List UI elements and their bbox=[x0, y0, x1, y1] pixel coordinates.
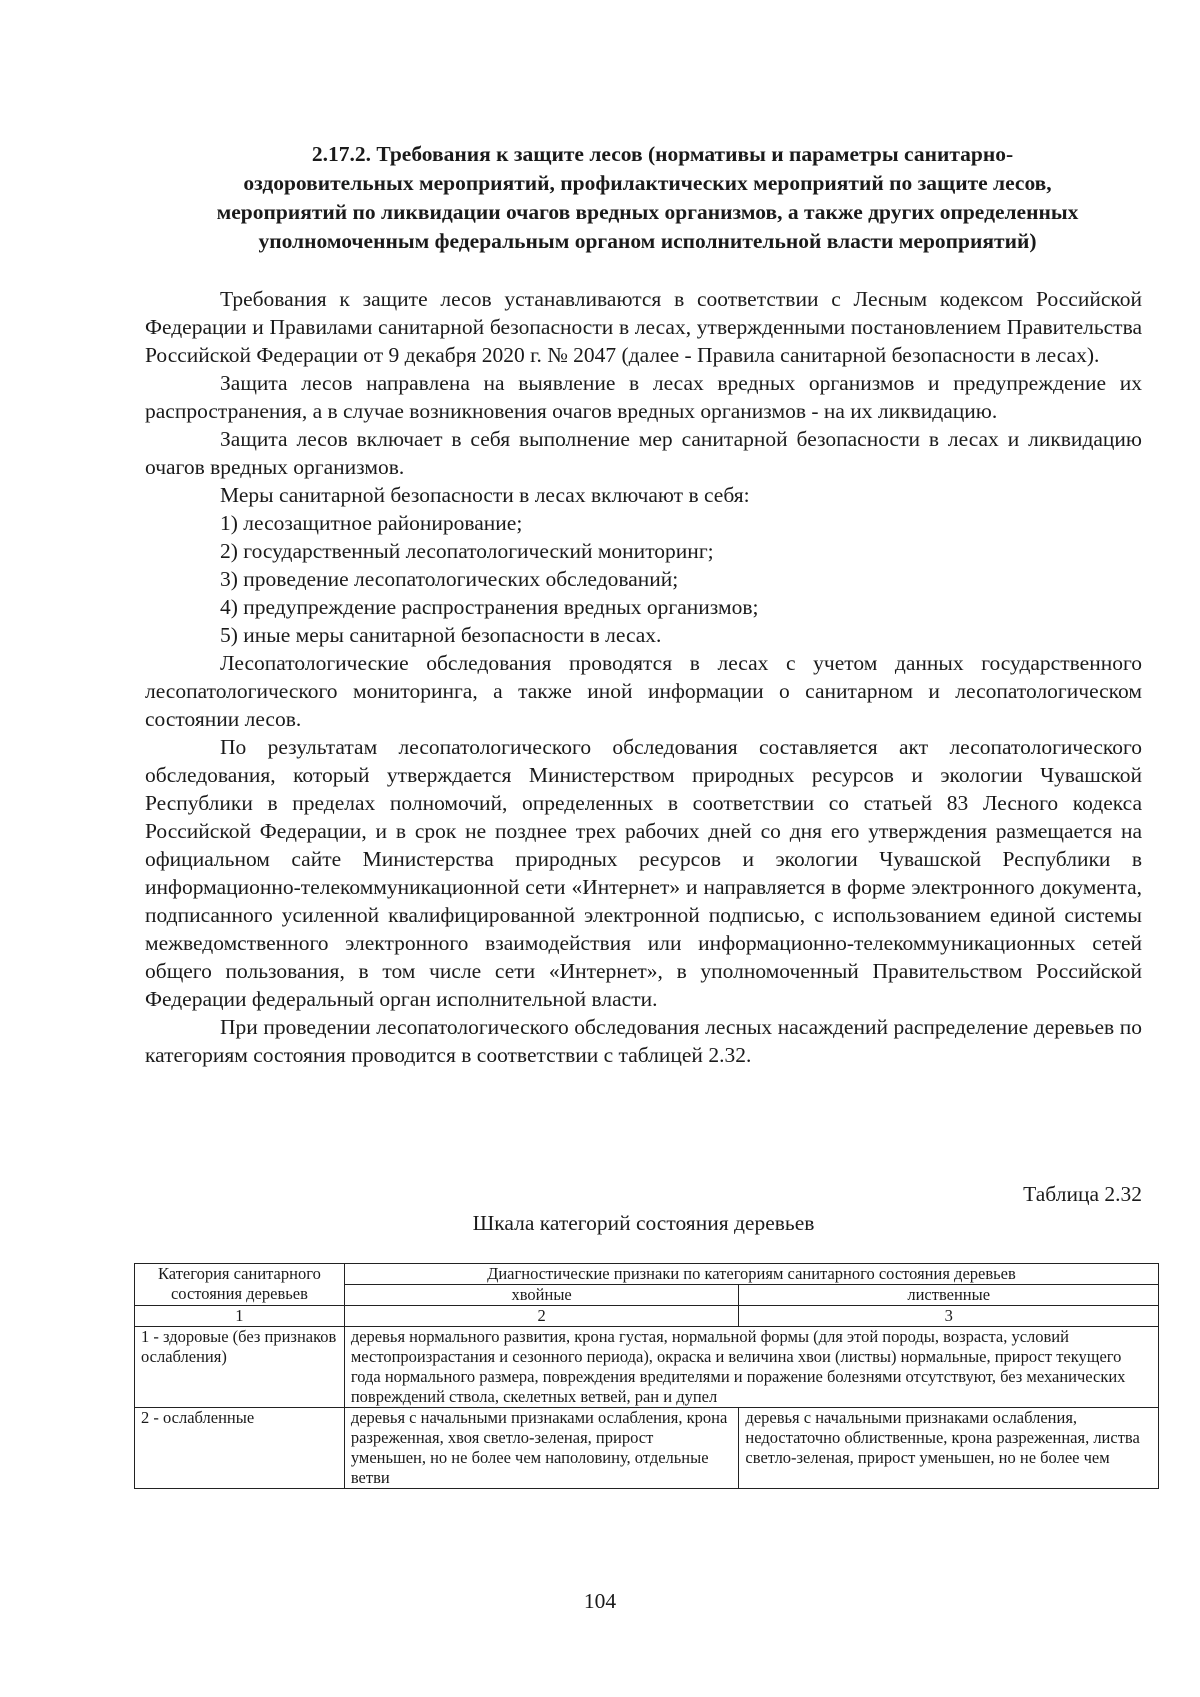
heading-line: 2.17.2. Требования к защите лесов (нормативы и параметры санитарно- bbox=[311, 142, 1014, 166]
column-number: 1 bbox=[135, 1306, 345, 1327]
tree-condition-table bbox=[134, 1263, 1159, 1489]
row-category: 2 - ослабленные bbox=[135, 1408, 345, 1489]
table-row bbox=[135, 1408, 1159, 1489]
list-item: 1) лесозащитное районирование; bbox=[220, 511, 523, 535]
heading-line: уполномоченным федеральным органом исполнительной власти мероприятий) bbox=[258, 229, 1037, 253]
header-category: Категория санитарного состояния деревьев bbox=[135, 1264, 345, 1306]
paragraph: При проведении лесопатологического обследования лесных насаждений распределение деревьев по категориям состояния проводится в соответствии с таблицей 2.32. bbox=[145, 1015, 1142, 1067]
body-text bbox=[145, 285, 1142, 1069]
table-caption: Таблица 2.32 bbox=[1023, 1182, 1142, 1206]
heading-line: мероприятий по ликвидации очагов вредных организмов, а также других определенных bbox=[216, 200, 1079, 224]
row-signs-deciduous: деревья с начальными признаками ослабления, недостаточно облиственные, крона разреженная, листва светло-зеленая, прирост уменьшен, но не более чем bbox=[739, 1408, 1159, 1489]
paragraph: Защита лесов включает в себя выполнение мер санитарной безопасности в лесах и ликвидацию очагов вредных организмов. bbox=[145, 427, 1142, 479]
paragraph: Требования к защите лесов устанавливаются в соответствии с Лесным кодексом Российской Федерации и Правилами санитарной безопасности в лесах, утвержденными постановлением Правительства Российской Федерации от 9 декабря 2020 г. № 2047 (далее - Правила санитарной безопасности в лесах). bbox=[145, 287, 1142, 367]
column-number: 3 bbox=[739, 1306, 1159, 1327]
list-item: 2) государственный лесопатологический мониторинг; bbox=[220, 539, 714, 563]
heading-line: оздоровительных мероприятий, профилактических мероприятий по защите лесов, bbox=[243, 171, 1052, 195]
paragraph: Меры санитарной безопасности в лесах включают в себя: bbox=[220, 483, 750, 507]
page-number: 104 bbox=[583, 1589, 617, 1613]
header-deciduous: лиственные bbox=[739, 1285, 1159, 1306]
paragraph: По результатам лесопатологического обследования составляется акт лесопатологического обследования, который утверждается Министерством природных ресурсов и экологии Чувашской Республики в пределах полномочий, определенных в соответствии со статьей 83 Лесного кодекса Российской Федерации, и в срок не позднее трех рабочих дней со дня его утверждения размещается на официальном сайте Министерства природных ресурсов и экологии Чувашской Республики в информационно-телекоммуникационной сети «Интернет» и направляется в форме электронного документа, подписанного усиленной квалифицированной электронной подписью, с использованием единой системы межведомственного электронного взаимодействия или информационно-телекоммуникационных сетей общего пользования, в том числе сети «Интернет», в уполномоченный Правительством Российской Федерации федеральный орган исполнительной власти. bbox=[145, 735, 1142, 1011]
section-heading bbox=[150, 140, 1145, 256]
paragraph: Лесопатологические обследования проводятся в лесах с учетом данных государственного лесопатологического мониторинга, а также иной информации о санитарном и лесопатологическом состоянии лесов. bbox=[145, 651, 1142, 731]
header-diagnostic: Диагностические признаки по категориям санитарного состояния деревьев bbox=[344, 1264, 1158, 1285]
row-signs-conifer: деревья с начальными признаками ослабления, крона разреженная, хвоя светло-зеленая, прирост уменьшен, но не более чем наполовину, отдельные ветви bbox=[344, 1408, 739, 1489]
list-item: 5) иные меры санитарной безопасности в лесах. bbox=[220, 623, 662, 647]
table-title: Шкала категорий состояния деревьев bbox=[472, 1211, 815, 1235]
paragraph: Защита лесов направлена на выявление в лесах вредных организмов и предупреждение их распространения, а в случае возникновения очагов вредных организмов - на их ликвидацию. bbox=[145, 371, 1142, 423]
column-number: 2 bbox=[344, 1306, 739, 1327]
header-conifer: хвойные bbox=[344, 1285, 739, 1306]
row-category: 1 - здоровые (без признаков ослабления) bbox=[135, 1327, 345, 1408]
list-item: 4) предупреждение распространения вредных организмов; bbox=[220, 595, 759, 619]
row-signs: деревья нормального развития, крона густая, нормальной формы (для этой породы, возраста, условий местопроизрастания и сезонного периода), окраска и величина хвои (листвы) нормальные, прирост текущего года нормального размера, повреждения вредителями и поражение болезнями отсутствуют, без механических повреждений ствола, скелетных ветвей, ран и дупел bbox=[344, 1327, 1158, 1408]
table-row bbox=[135, 1327, 1159, 1408]
list-item: 3) проведение лесопатологических обследований; bbox=[220, 567, 679, 591]
